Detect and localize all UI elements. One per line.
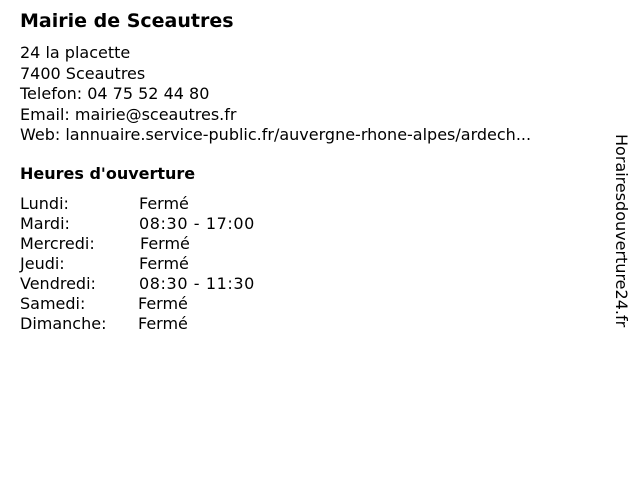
hours-value: Fermé: [138, 314, 188, 333]
hours-value: Fermé: [139, 254, 189, 273]
hours-row-saturday: [20, 294, 255, 314]
hours-row-wednesday: [20, 234, 255, 254]
site-watermark: Horairesdouverture24.fr: [612, 134, 631, 328]
hours-value: Fermé: [140, 234, 190, 253]
day-label: Mercredi:: [20, 234, 95, 253]
hours-row-thursday: [20, 254, 255, 274]
day-label: Mardi:: [20, 214, 70, 233]
website-url: Web: lannuaire.service-public.fr/auvergne-rhone-alpes/ardech...: [20, 125, 532, 144]
address-street: 24 la placette: [20, 43, 131, 62]
page-title: Mairie de Sceautres: [20, 10, 234, 32]
day-label: Lundi:: [20, 194, 69, 213]
opening-hours-heading: Heures d'ouverture: [20, 164, 196, 183]
address-city: 7400 Sceautres: [20, 63, 146, 83]
hours-value: 08:30 - 17:00: [139, 214, 255, 233]
hours-row-friday: [20, 274, 255, 294]
opening-hours-table: [20, 194, 255, 334]
contact-info: [20, 43, 531, 146]
day-label: Samedi:: [20, 294, 86, 313]
hours-value: 08:30 - 11:30: [139, 274, 255, 293]
hours-value: Fermé: [139, 194, 189, 213]
email-address: Email: mairie@sceautres.fr: [20, 104, 237, 124]
hours-row-tuesday: [20, 214, 255, 234]
phone-number: Telefon: 04 75 52 44 80: [20, 84, 210, 103]
day-label: Dimanche:: [20, 314, 107, 333]
hours-row-monday: [20, 194, 255, 214]
day-label: Vendredi:: [20, 274, 96, 293]
day-label: Jeudi:: [20, 254, 65, 273]
hours-value: Fermé: [138, 294, 188, 313]
hours-row-sunday: [20, 314, 255, 334]
